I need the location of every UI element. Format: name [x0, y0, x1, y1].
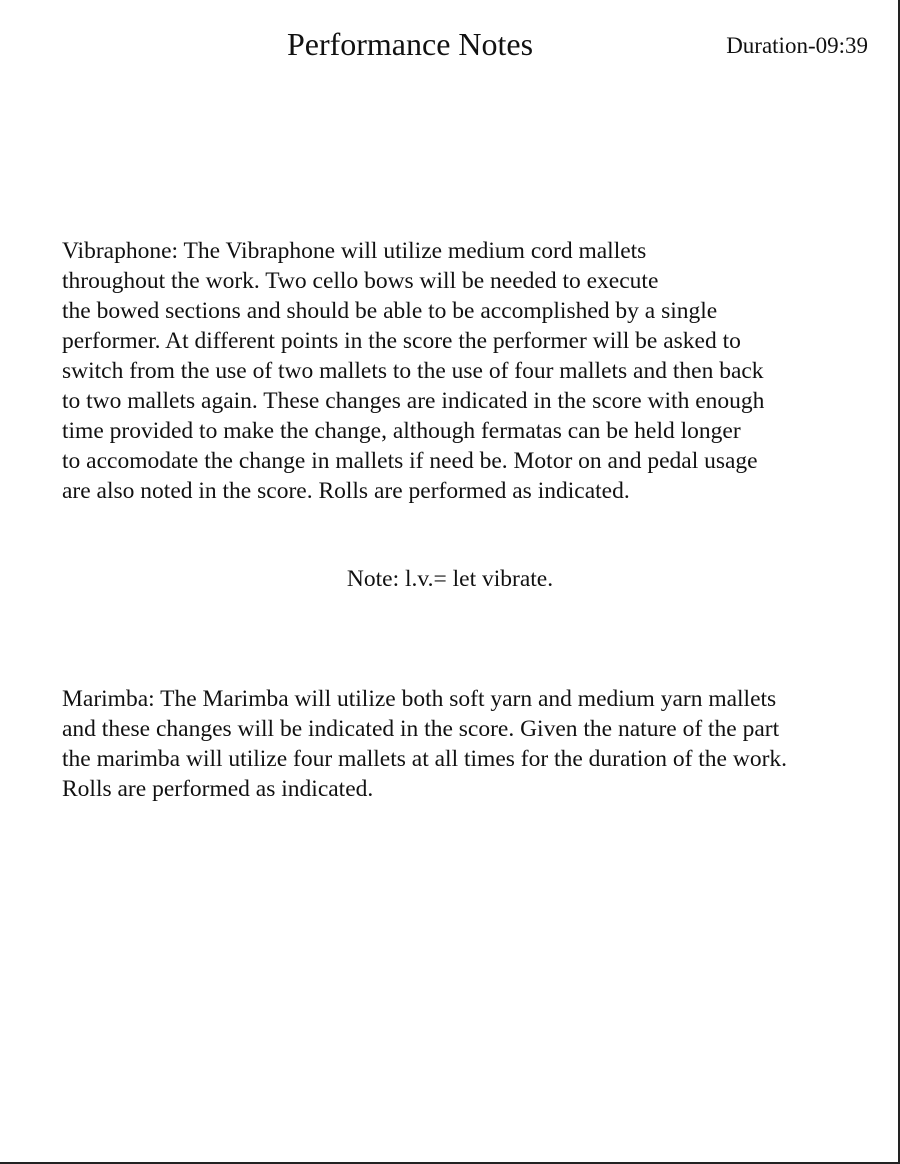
paragraph-line: Vibraphone: The Vibraphone will utilize medium cord mallets [62, 238, 647, 264]
paragraph-line: the marimba will utilize four mallets at all times for the duration of the work. [62, 746, 788, 772]
paragraph-line: performer. At different points in the score the performer will be asked to [62, 328, 741, 354]
paragraph-line: switch from the use of two mallets to the use of four mallets and then back [62, 358, 764, 384]
paragraph-line: Marimba: The Marimba will utilize both soft yarn and medium yarn mallets [62, 686, 777, 712]
duration-label: Duration-09:39 [726, 33, 868, 58]
paragraph-line: time provided to make the change, although fermatas can be held longer [62, 418, 741, 444]
page-title: Performance Notes [286, 26, 534, 62]
note-text: Note: l.v.= let vibrate. [346, 566, 554, 592]
marimba-paragraph [62, 684, 787, 804]
vibraphone-paragraph [62, 236, 764, 506]
paragraph-line: to accomodate the change in mallets if need be. Motor on and pedal usage [62, 448, 758, 474]
paragraph-line: the bowed sections and should be able to be accomplished by a single [62, 298, 718, 324]
paragraph-line: to two mallets again. These changes are indicated in the score with enough [62, 388, 765, 414]
paragraph-line: and these changes will be indicated in the score. Given the nature of the part [62, 716, 780, 742]
paragraph-line: throughout the work. Two cello bows will be needed to execute [62, 268, 659, 294]
paragraph-line: Rolls are performed as indicated. [62, 776, 374, 802]
paragraph-line: are also noted in the score. Rolls are performed as indicated. [62, 478, 630, 504]
